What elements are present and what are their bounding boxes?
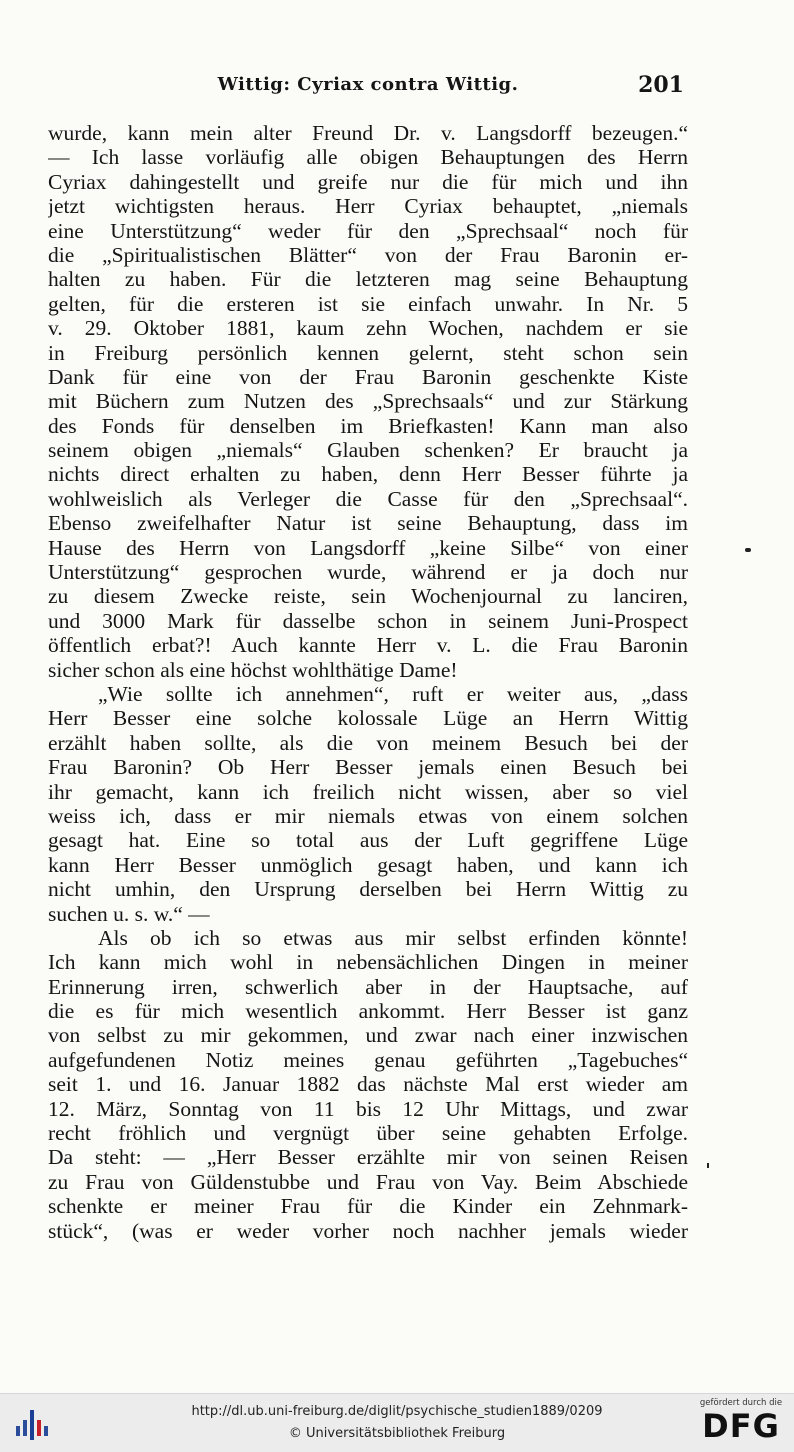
text-line: stück“, (was er weder vorher noch nachher jemals wieder <box>48 1218 688 1243</box>
text-line: Als ob ich so etwas aus mir selbst erfinden könnte! <box>98 925 688 950</box>
text-line: — Ich lasse vorläufig alle obigen Behauptungen des Herrn <box>48 145 688 170</box>
text-line: v. 29. Oktober 1881, kaum zehn Wochen, nachdem er sie <box>48 316 688 341</box>
page-header <box>48 72 688 104</box>
text-line: Ich kann mich wohl in nebensächlichen Dingen in meiner <box>48 950 688 975</box>
text-line: jetzt wichtigsten heraus. Herr Cyriax behauptet, „niemals <box>48 194 688 219</box>
text-line: gesagt hat. Eine so total aus der Luft gegriffene Lüge <box>48 828 688 853</box>
text-line: aufgefundenen Notiz meines genau geführten „Tagebuches“ <box>48 1047 688 1072</box>
copyright-notice: © Universitätsbibliothek Freiburg <box>288 1426 506 1441</box>
text-line: nicht umhin, den Ursprung derselben bei Herrn Wittig zu <box>48 877 688 902</box>
running-title: Wittig: Cyriax contra Wittig. <box>217 74 519 95</box>
text-line: seit 1. und 16. Januar 1882 das nächste Mal erst wieder am <box>48 1072 688 1097</box>
text-line: Da steht: — „Herr Besser erzählte mir von seinen Reisen <box>48 1145 688 1170</box>
text-line: eine Unterstützung“ weder für den „Sprechsaal“ noch für <box>48 218 688 243</box>
text-line: und 3000 Mark für dasselbe schon in seinem Juni-Prospect <box>48 608 688 633</box>
text-line: von selbst zu mir gekommen, und zwar nach einer inzwischen <box>48 1023 688 1048</box>
text-line: suchen u. s. w.“ — <box>48 901 210 926</box>
text-line: die es für mich wesentlich ankommt. Herr Besser ist ganz <box>48 999 688 1024</box>
text-line: zu Frau von Güldenstubbe und Frau von Vay. Beim Abschiede <box>48 1169 688 1194</box>
text-line: recht fröhlich und vergnügt über seine gehabten Erfolge. <box>48 1121 688 1146</box>
text-line: Hause des Herrn von Langsdorff „keine Silbe“ von einer <box>48 535 688 560</box>
text-line: nichts direct erhalten zu haben, denn Herr Besser führte ja <box>48 462 688 487</box>
footer-bar <box>0 1393 794 1452</box>
text-line: weiss ich, dass er mir niemals etwas von einem solchen <box>48 803 688 828</box>
text-line: halten zu haben. Für die letzteren mag seine Behauptung <box>48 267 688 292</box>
text-line: „Wie sollte ich annehmen“, ruft er weiter aus, „dass <box>98 681 688 706</box>
text-line: die „Spiritualistischen Blätter“ von der Frau Baronin er- <box>48 242 688 267</box>
text-line: sicher schon als eine höchst wohlthätige Dame! <box>48 657 458 682</box>
text-line: Cyriax dahingestellt und greife nur die für mich und ihn <box>48 169 688 194</box>
dfg-logo[interactable] <box>698 1398 784 1450</box>
document-url-link[interactable]: http://dl.ub.uni-freiburg.de/diglit/psychische_studien1889/0209 <box>191 1404 603 1419</box>
margin-mark <box>745 548 751 552</box>
text-line: Frau Baronin? Ob Herr Besser jemals einen Besuch bei <box>48 755 688 780</box>
dfg-tagline: gefördert durch die <box>699 1398 783 1408</box>
text-line: ihr gemacht, kann ich freilich nicht wissen, aber so viel <box>48 779 688 804</box>
text-line: erzählt haben sollte, als die von meinem Besuch bei der <box>48 730 688 755</box>
dfg-logo-text: DFG <box>702 1407 780 1445</box>
text-line: zu diesem Zwecke reiste, sein Wochenjournal zu lanciren, <box>48 584 688 609</box>
text-line: Ebenso zweifelhafter Natur ist seine Behauptung, dass im <box>48 511 688 536</box>
text-line: des Fonds für denselben im Briefkasten! Kann man also <box>48 413 688 438</box>
body-text <box>48 121 688 1243</box>
text-line: Unterstützung“ gesprochen wurde, während er ja doch nur <box>48 560 688 585</box>
text-line: Dank für eine von der Frau Baronin geschenkte Kiste <box>48 364 688 389</box>
text-line: in Freiburg persönlich kennen gelernt, steht schon sein <box>48 340 688 365</box>
text-line: gelten, für die ersteren ist sie einfach unwahr. In Nr. 5 <box>48 291 688 316</box>
text-line: Herr Besser eine solche kolossale Lüge an Herrn Wittig <box>48 706 688 731</box>
text-line: Erinnerung irren, schwerlich aber in der Hauptsache, auf <box>48 974 688 999</box>
margin-mark <box>707 1163 709 1168</box>
text-line: mit Büchern zum Nutzen des „Sprechsaals“ und zur Stärkung <box>48 389 688 414</box>
text-line: öffentlich erbat?! Auch kannte Herr v. L. die Frau Baronin <box>48 633 688 658</box>
text-line: 12. März, Sonntag von 11 bis 12 Uhr Mittags, und zwar <box>48 1096 688 1121</box>
text-line: wohlweislich als Verleger die Casse für den „Sprechsaal“. <box>48 486 688 511</box>
text-line: schenkte er meiner Frau für die Kinder ein Zehnmark- <box>48 1194 688 1219</box>
text-line: seinem obigen „niemals“ Glauben schenken? Er braucht ja <box>48 438 688 463</box>
text-line: kann Herr Besser unmöglich gesagt haben, und kann ich <box>48 852 688 877</box>
page-number: 201 <box>638 72 684 98</box>
text-line: wurde, kann mein alter Freund Dr. v. Langsdorff bezeugen.“ <box>48 121 688 145</box>
